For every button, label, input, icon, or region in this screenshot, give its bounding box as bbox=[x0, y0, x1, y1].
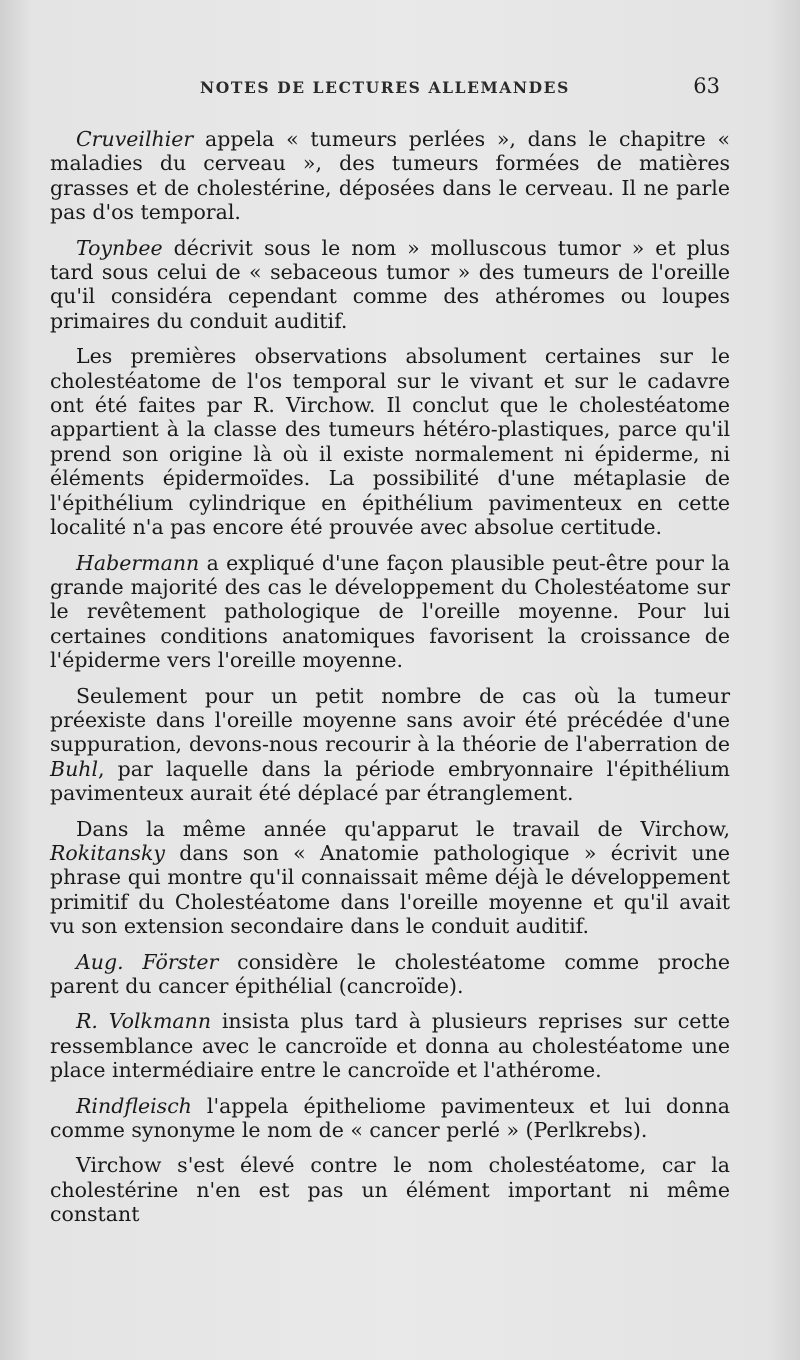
author-name: Habermann bbox=[76, 550, 200, 575]
page-number: 63 bbox=[693, 74, 720, 98]
paragraph-virchow-objection bbox=[50, 1153, 730, 1226]
author-name: Rokitansky bbox=[50, 840, 165, 865]
paragraph-text: , par laquelle dans la période embryonnaire l'épithélium pavimenteux aurait été déplacé par étranglement. bbox=[50, 756, 730, 806]
paragraph-text: l'appela épitheliome pavimenteux et lui donna comme synonyme le nom de « cancer perlé » (Perlkrebs). bbox=[50, 1093, 730, 1143]
author-name: R. Volkmann bbox=[76, 1009, 212, 1034]
author-name: Cruveilhier bbox=[76, 127, 194, 151]
author-name: Aug. Förster bbox=[76, 949, 219, 974]
author-name: Buhl bbox=[50, 756, 99, 781]
author-name: Rindfleisch bbox=[76, 1093, 192, 1118]
paragraph-text: considère le cholestéatome comme proche parent du cancer épithélial (cancroïde). bbox=[50, 949, 730, 998]
paragraph-text: Virchow s'est élevé contre le nom cholestéatome, car la cholestérine n'en est pas un élément important ni même constant bbox=[50, 1153, 730, 1227]
paragraph-rindfleisch bbox=[50, 1094, 730, 1143]
paragraph-toynbee bbox=[50, 236, 730, 334]
running-title: NOTES DE LECTURES ALLEMANDES bbox=[200, 78, 570, 97]
paragraph-text: Les premières observations absolument certaines sur le cholestéatome de l'os temporal sur le vivant et sur le cadavre ont été faites par R. Virchow. Il conclut que le cholestéatome appartient à la classe des tumeurs hétéro-plastiques, parce qu'il prend son origine là où il existe normalement ni épiderme, ni éléments épidermoïdes. La possibilité d'une métaplasie de l'épithélium cylindrique en épithélium pavimenteux en cette localité n'a pas encore été prouvée avec absolue certitude. bbox=[50, 344, 730, 540]
paragraph-habermann bbox=[50, 551, 730, 673]
paragraph-text: Dans la même année qu'apparut le travail de Virchow, bbox=[76, 816, 730, 841]
paragraph-virchow-observations bbox=[50, 344, 730, 539]
author-name: Toynbee bbox=[76, 235, 163, 260]
paragraph-forster bbox=[50, 950, 730, 999]
paragraph-buhl bbox=[50, 684, 730, 806]
paragraph-text: dans son « Anatomie pathologique » écrivit une phrase qui montre qu'il connaissait même déjà le développement primitif du Cholestéatome dans l'oreille moyenne et qu'il avait vu son extension secondaire dans le conduit auditif. bbox=[50, 840, 730, 939]
page-header bbox=[200, 74, 720, 104]
paragraph-rokitansky bbox=[50, 817, 730, 939]
paragraph-text: Seulement pour un petit nombre de cas où la tumeur préexiste dans l'oreille moyenne sans avoir été précédée d'une suppuration, devons-nous recourir à la théorie de l'aberration de bbox=[50, 683, 730, 757]
paragraph-text: décrivit sous le nom » molluscous tumor » et plus tard sous celui de « sebaceous tumor » des tumeurs de l'oreille qu'il considéra cependant comme des athéromes ou loupes primaires du conduit auditif. bbox=[50, 235, 730, 333]
paragraph-text: a expliqué d'une façon plausible peut-être pour la grande majorité des cas le développement du Cholestéatome sur le revêtement pathologique de l'oreille moyenne. Pour lui certaines conditions anatomiques favorisent la croissance de l'épiderme vers l'oreille moyenne. bbox=[50, 550, 730, 673]
paragraph-cruveilhier bbox=[50, 127, 730, 225]
paragraph-volkmann bbox=[50, 1009, 730, 1082]
paragraph-text: appela « tumeurs perlées », dans le chapitre « maladies du cerveau », des tumeurs formées de matières grasses et de cholestérine, déposées dans le cerveau. Il ne parle pas d'os temporal. bbox=[50, 127, 730, 225]
paragraph-text: insista plus tard à plusieurs reprises sur cette ressemblance avec le cancroïde et donna au cholestéatome une place intermédiaire entre le cancroïde et l'athérome. bbox=[50, 1009, 730, 1083]
body-text bbox=[50, 127, 730, 1227]
